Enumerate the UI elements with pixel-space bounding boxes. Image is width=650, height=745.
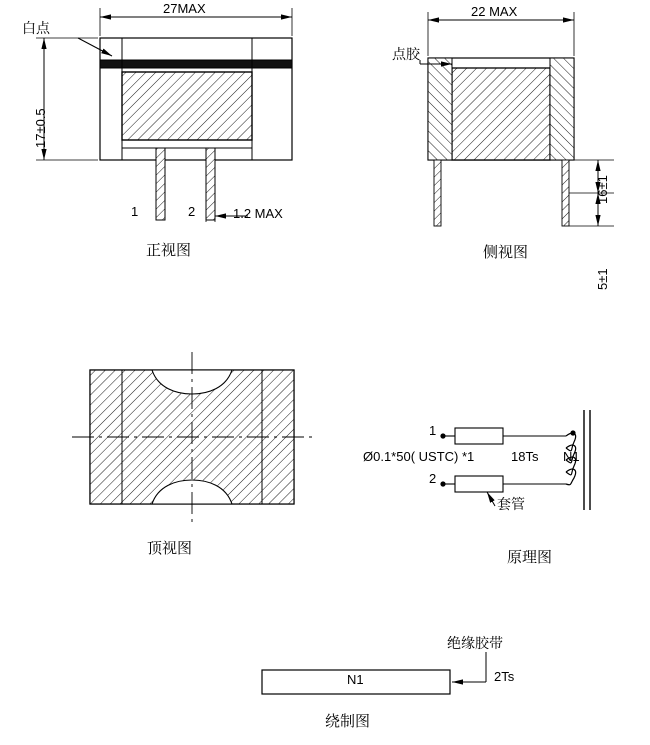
side-view-lead-length-dimension: 5±1: [595, 268, 610, 290]
front-view-height-dimension: 17±0.5: [33, 108, 48, 148]
schematic-wire-spec: Ø0.1*50( USTC) *1: [363, 449, 475, 464]
schematic-turns: 18Ts: [511, 449, 539, 464]
winding-layer-name: N1: [347, 672, 364, 687]
side-view-title: 侧视图: [483, 243, 529, 261]
schematic-title: 原理图: [507, 548, 553, 566]
front-view-pin1-label: 1: [131, 204, 139, 219]
front-view-title: 正视图: [146, 241, 192, 259]
tape-turns-label: 2Ts: [494, 669, 515, 684]
winding-diagram-title: 绕制图: [325, 712, 371, 730]
front-view-pin-spacing-dimension: 1.2 MAX: [233, 206, 283, 221]
top-view-title: 顶视图: [147, 539, 193, 557]
winding-diagram: [262, 652, 486, 694]
side-view-drawing: [420, 12, 614, 226]
glue-dot-label: 点胶: [392, 47, 420, 63]
front-view-width-dimension: 27MAX: [163, 1, 206, 16]
side-view-width-dimension: 22 MAX: [471, 4, 518, 19]
schematic-pin1-label: 1: [429, 423, 437, 438]
top-view-drawing: [72, 352, 312, 524]
sleeve-label: 套管: [497, 497, 525, 513]
white-dot-label: 白点: [22, 21, 50, 37]
insulation-tape-label: 绝缘胶带: [447, 636, 503, 652]
front-view-drawing: [33, 8, 292, 222]
side-view-body-height-dimension: 16±1: [595, 175, 610, 204]
front-view-pin2-label: 2: [188, 204, 196, 219]
schematic-winding-name: N1: [563, 449, 580, 464]
schematic-pin2-label: 2: [429, 471, 437, 486]
